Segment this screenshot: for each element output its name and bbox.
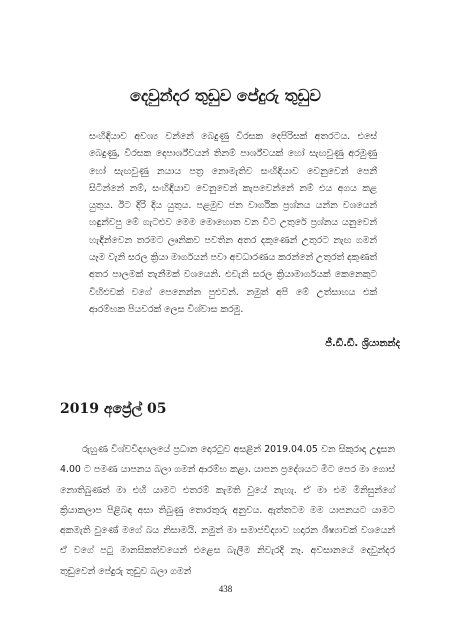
page-number: 438 [218, 584, 233, 594]
date-heading: 2019 අප්‍රේල් 05 [60, 401, 167, 417]
epigraph-paragraph: සංහිඳියාව අවශ්‍ය වන්නේ බෙදුණු විරසක දෙපිරිසක් අතරටය. එසේ බෙදුණු, විරසක දෙපාර්ශ්වයන් තිනම් පාර්ශ්වයක් හෝ සැඟවුණු අරමුණු හෝ සැඟවුණු නයාය පත්‍ර නොමැතිව සංහිඳියාව වෙනුවෙන් පෙනී සිටින්නේ නම්, සංහිඳියාව වෙනුවෙන් කැපවෙන්නේ නම් එය අගය කළ යුතුය. ඊට දිරි දිය යුතුය. පළමුව ජන වාර්ගික ප්‍රශ්නය යන්න වශයෙන් හඳුන්වපු මේ ගැටළුව මෙම මොහොත වන විට උතුරේ ප්‍රශ්නය යනුවෙන් හැඳින්වෙන තරමට ලෘනිකව පවතින අතර දකුණෙන් උතුරට නැඟ ගමන් යෑම වැනි සරල ක්‍රියා මාර්ගයන් පවා අවධාරණය කරන්නේ උතුරත් දකුණත් අතර පාලමක් තැනීමක් වශයෙනි. එවැනි සරල ක්‍රියාමාර්ගයක් කෙනෙකුට විහිළුවක් වගේ පෙනෙන්න පුළුවන්. නමුත් අපි මේ උත්සාහය එක් ආරම්භක පියවරක් ලෙස විශ්වාස කරමු. [89, 131, 377, 315]
page-title: දෙවුන්දර තුඩුව පේදුරු තුඩුව [130, 86, 321, 105]
epigraph-author: ජී.ඩී.ඩී. ශ්‍රියානන්ද [325, 338, 400, 349]
body-paragraph: රුහුණ විශ්වවිද්‍යාලයේ ප්‍රධාන දොරටුව අසළින් 2019.04.05 වන සිකුරාදා උදෑසන 4.00 ට පමණ යාපනය බලා ගමන් ආරම්භ කළා. යාපන ප්‍රදේශයට මීට පෙර මා ගොස් නොතිබුණත් මා එහි යාමට එතරම් කැමති වුයේ නැහැ. ඒ මා එම මිනිසුන්ගේ ක්‍රියාකලාප පිළිබඳ අසා තිබුණු තොරතුරු අනුවය. ඇත්තටම මම යාපනයට යාමට අකමැති වුණේ මගේ බය නිසාමයි. නමුත් මා සමාජවිද්‍යාව හදාරන ශිෂ්‍යාවක් වශයෙන් ඒ වගේ පටු මානසිකත්වයෙන් එළෙස බැලීම නිවැරදි නෑ. අවසානයේ දෙවුන්දර තුඩුවෙන් පේදුරු තුඩුව බලා ගමන් [60, 444, 395, 577]
